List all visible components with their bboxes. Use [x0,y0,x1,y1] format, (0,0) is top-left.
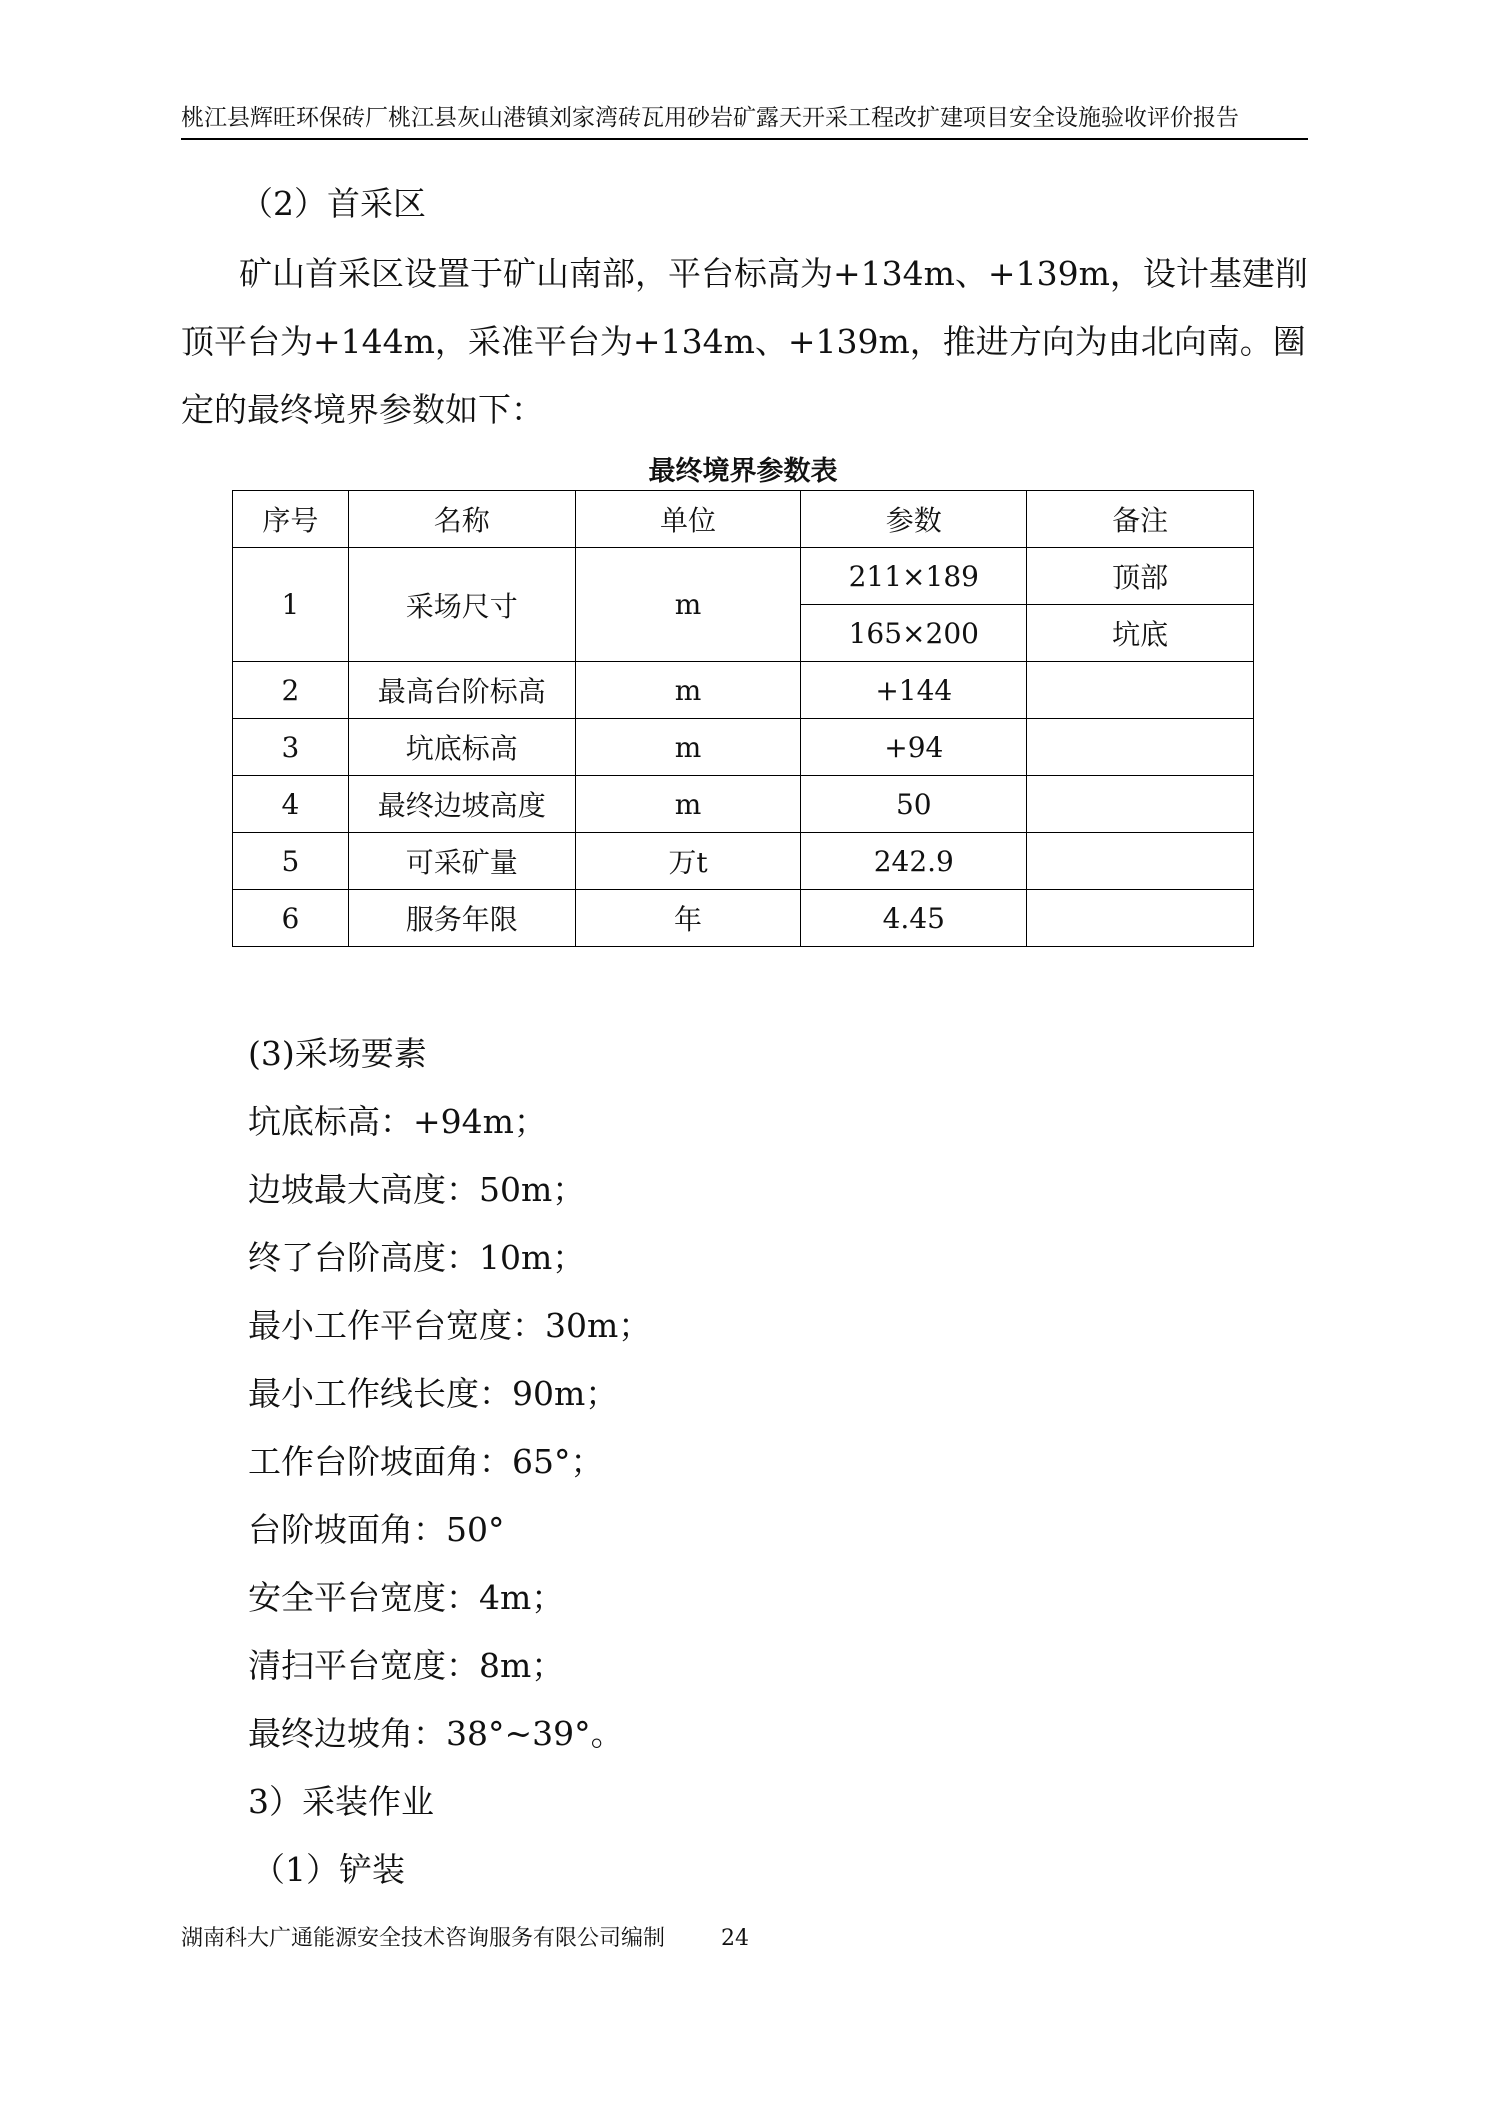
list-item: 安全平台宽度：4m； [248,1578,565,1617]
cell-value: 4.45 [801,890,1027,947]
cell-note [1027,719,1254,776]
cell-value: 211×189 [801,548,1027,605]
list-item: 最小工作平台宽度：30m； [248,1306,652,1345]
cell-note [1027,662,1254,719]
cell-value: 242.9 [801,833,1027,890]
page-number: 24 [721,1926,750,1951]
list-item: 清扫平台宽度：8m； [248,1646,565,1685]
list-item: 边坡最大高度：50m； [248,1170,586,1209]
cell-name: 采场尺寸 [348,548,575,662]
cell-value: 50 [801,776,1027,833]
table-row [233,548,1254,605]
loading-heading: 3）采装作业 [248,1782,434,1821]
cell-unit: 年 [575,890,801,947]
cell-unit: m [575,662,801,719]
cell-name: 最终边坡高度 [348,776,575,833]
header-cell: 序号 [233,491,349,548]
list-item: 台阶坡面角：50° [248,1510,505,1549]
cell-name: 服务年限 [348,890,575,947]
list-item: 坑底标高：+94m； [248,1102,547,1141]
cell-no: 2 [233,662,349,719]
table-row [233,776,1254,833]
cell-name: 可采矿量 [348,833,575,890]
list-item: 终了台阶高度：10m； [248,1238,586,1277]
cell-note: 顶部 [1027,548,1254,605]
cell-value: 165×200 [801,605,1027,662]
page-header: 桃江县辉旺环保砖厂桃江县灰山港镇刘家湾砖瓦用砂岩矿露天开采工程改扩建项目安全设施验收评价报告 [181,104,1308,140]
table-row [233,719,1254,776]
section-heading: （2）首采区 [240,184,426,223]
header-cell: 参数 [801,491,1027,548]
cell-value: +94 [801,719,1027,776]
table-row [233,833,1254,890]
cell-value: +144 [801,662,1027,719]
cell-note [1027,833,1254,890]
list-item: 最小工作线长度：90m； [248,1374,619,1413]
cell-note [1027,890,1254,947]
stope-elements-list [248,1020,651,1904]
cell-no: 1 [233,548,349,662]
cell-note [1027,776,1254,833]
parameters-table [232,490,1254,947]
cell-name: 最高台阶标高 [348,662,575,719]
loading-subheading: （1）铲装 [252,1850,405,1889]
cell-unit: 万t [575,833,801,890]
header-cell: 名称 [348,491,575,548]
cell-no: 4 [233,776,349,833]
list-heading: (3)采场要素 [248,1034,427,1073]
header-cell: 单位 [575,491,801,548]
cell-unit: m [575,548,801,662]
list-item: 最终边坡角：38°~39°。 [248,1714,624,1753]
footer-company: 湖南科大广通能源安全技术咨询服务有限公司编制 [181,1926,666,1951]
cell-unit: m [575,776,801,833]
cell-note: 坑底 [1027,605,1254,662]
cell-name: 坑底标高 [348,719,575,776]
cell-no: 6 [233,890,349,947]
cell-no: 3 [233,719,349,776]
header-cell: 备注 [1027,491,1254,548]
table-row [233,662,1254,719]
table-row [233,890,1254,947]
table-header-row [233,491,1254,548]
cell-unit: m [575,719,801,776]
section-paragraph: 矿山首采区设置于矿山南部，平台标高为+134m、+139m，设计基建削顶平台为+144m，采准平台为+134m、+139m，推进方向为由北向南。圈定的最终境界参数如下： [181,254,1308,429]
cell-no: 5 [233,833,349,890]
list-item: 工作台阶坡面角：65°； [248,1442,604,1481]
table-caption: 最终境界参数表 [648,456,838,487]
page-footer [181,1925,749,1953]
